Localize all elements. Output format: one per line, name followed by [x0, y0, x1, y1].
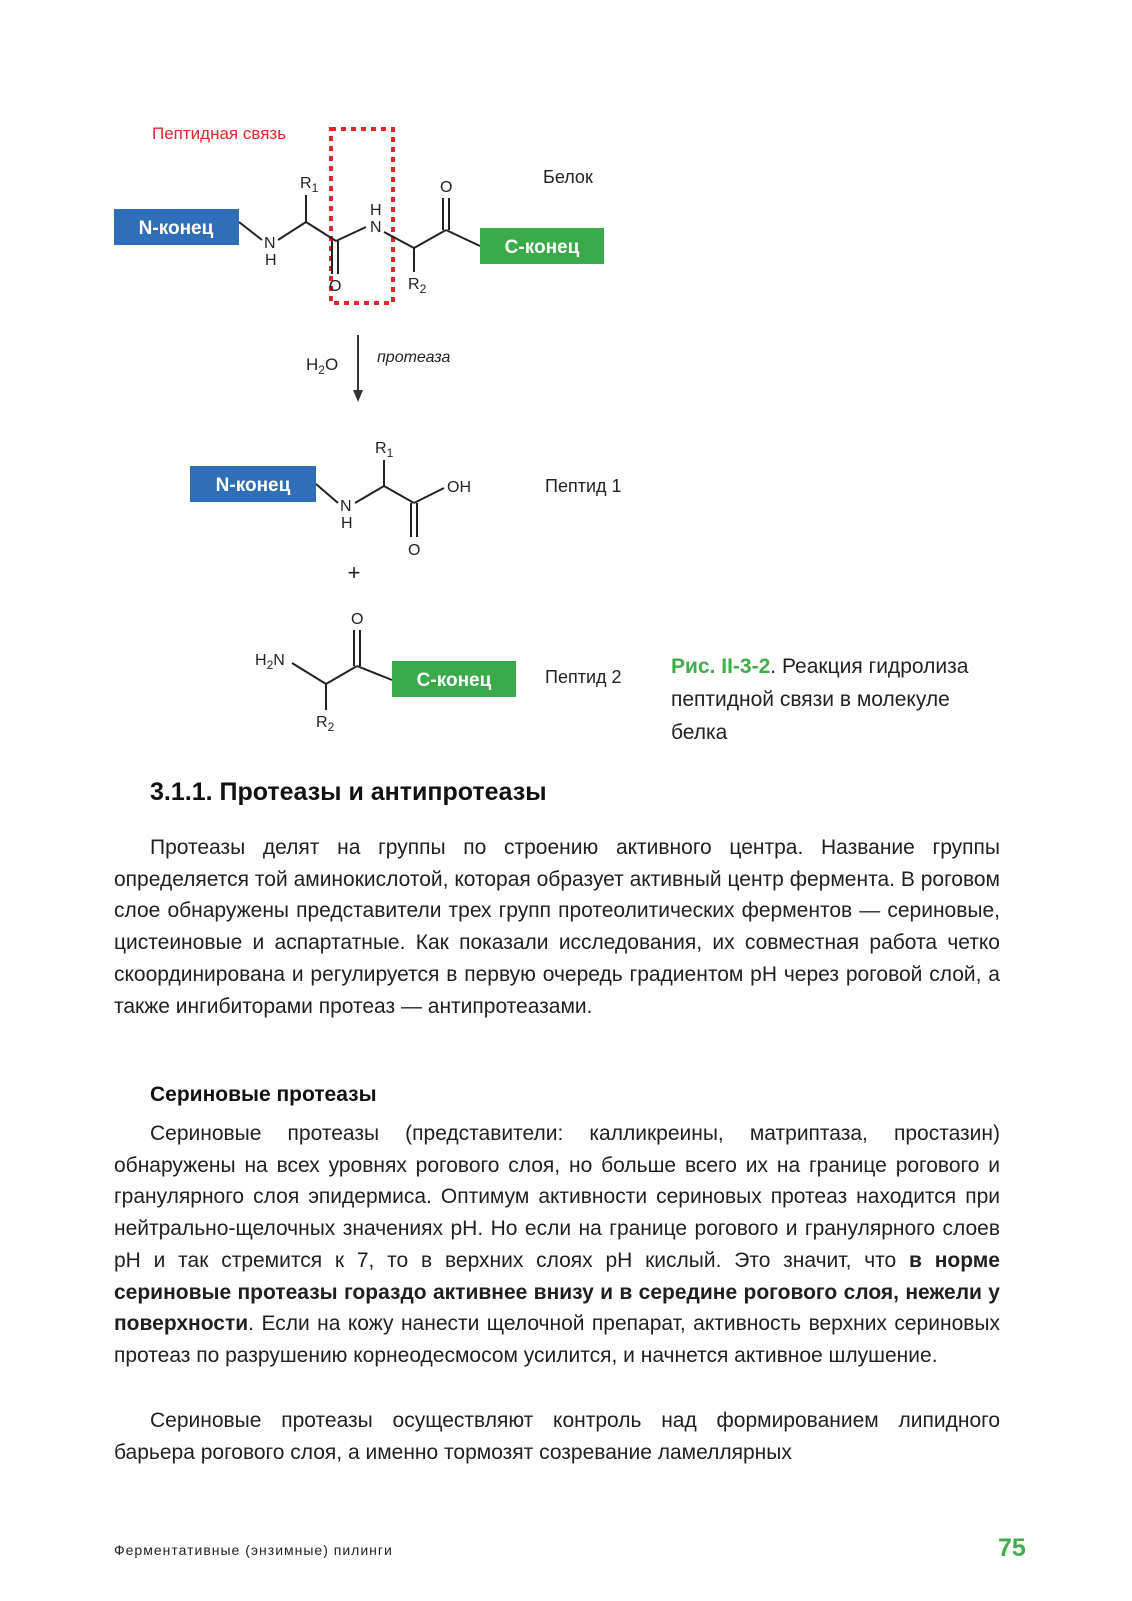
oxygen-2: O	[440, 179, 453, 196]
nh3-h: H	[341, 515, 353, 532]
figure-caption-text: . Реакция гидролиза пептидной связи в молекуле белка	[671, 655, 969, 744]
amine-group: $H_2N$	[255, 652, 285, 672]
paragraph-serine-bold: в норме сериновые протеазы гораздо активнее внизу и в середине рогового слоя, нежели у поверхности	[114, 1248, 1000, 1336]
peptide1-label: Пептид 1	[545, 476, 622, 496]
oxygen-1: O	[329, 278, 342, 295]
peptide-hydrolysis-figure	[0, 0, 1132, 760]
c-terminus-label-peptide2: С-конец	[416, 670, 492, 691]
paragraph-serine	[114, 1118, 1000, 1372]
nh2-h: H	[370, 202, 382, 219]
protein-label: Белок	[543, 167, 593, 187]
peptide2-skeleton	[292, 630, 392, 710]
enzyme-label: протеаза	[377, 349, 451, 366]
oxygen-3: O	[408, 542, 421, 559]
footer-book-title: Ферментативные (энзимные) пилинги	[114, 1542, 393, 1558]
svg-text:R2: $R_2$	[316, 714, 335, 734]
nh2-n: N	[370, 219, 382, 236]
r1-protein: R	[300, 175, 312, 192]
section-heading: 3.1.1. Протеазы и антипротеазы	[150, 778, 547, 806]
page-number: 75	[998, 1534, 1026, 1562]
hydroxyl: OH	[447, 479, 471, 496]
paragraph-serine-part2: . Если на кожу нанести щелочной препарат, активность верхних сериновых протеаз по разрушению корнеодесмосом усилится, и начнется активное шлушение.	[114, 1312, 1000, 1367]
r2-peptide2: R	[316, 714, 328, 731]
peptide-bond-label: Пептидная связь	[152, 124, 287, 143]
peptide2-label: Пептид 2	[545, 667, 622, 687]
subheading-serine-proteases: Сериновые протеазы	[150, 1083, 377, 1106]
svg-text:R1: $R_1$	[375, 440, 394, 460]
nh1-h: H	[265, 252, 277, 269]
water-label: $H_2O$	[306, 355, 339, 377]
oxygen-4: O	[351, 611, 364, 628]
svg-text:R2: $R_2$	[408, 276, 427, 296]
n-terminus-label-protein: N-конец	[138, 218, 214, 239]
n-terminus-label-peptide1: N-конец	[215, 475, 291, 496]
nh3-n: N	[340, 498, 352, 515]
nh1-n: N	[264, 235, 276, 252]
r1-peptide1: R	[375, 440, 387, 457]
figure-number: Рис. II-3-2	[671, 655, 771, 678]
figure-caption	[671, 650, 1001, 749]
peptide-bond-highlight	[331, 129, 393, 303]
paragraph-intro: Протеазы делят на группы по строению активного центра. Название группы определяется той аминокислотой, которая образует активный центр фермента. В роговом слое обнаружены представители трех групп протеолитических ферментов — сериновые, цистеиновые и аспартатные. Как показали исследования, их совместная работа четко скоординирована и регулируется в первую очередь градиентом pH через роговой слой, а также ингибиторами протеаз — антипротеазами.	[114, 836, 1000, 1018]
reaction-diagram	[0, 0, 1132, 760]
paragraph-serine-part1: Сериновые протеазы (представители: калликреины, матриптаза, простазин) обнаружены на всех уровнях рогового слоя, но больше всего их на границе рогового и гранулярного слоя эпидермиса. Оптимум активности сериновых протеаз находится при нейтрально-щелочных значениях pH. Но если на границе рогового и гранулярного слоев pH и так стремится к 7, то в верхних слоях pH кислый. Это значит, что	[114, 1122, 1000, 1272]
c-terminus-label-protein: С-конец	[504, 237, 580, 258]
svg-text:R1: $R_1$	[300, 175, 319, 195]
plus-sign: +	[347, 560, 361, 585]
r2-protein: R	[408, 276, 420, 293]
paragraph-lipid-barrier: Сериновые протеазы осуществляют контроль над формированием липидного барьера рогового слоя, а именно тормозят созревание ламеллярных	[114, 1409, 1000, 1464]
peptide1-skeleton	[316, 460, 444, 537]
reaction-arrow-head	[353, 390, 363, 402]
